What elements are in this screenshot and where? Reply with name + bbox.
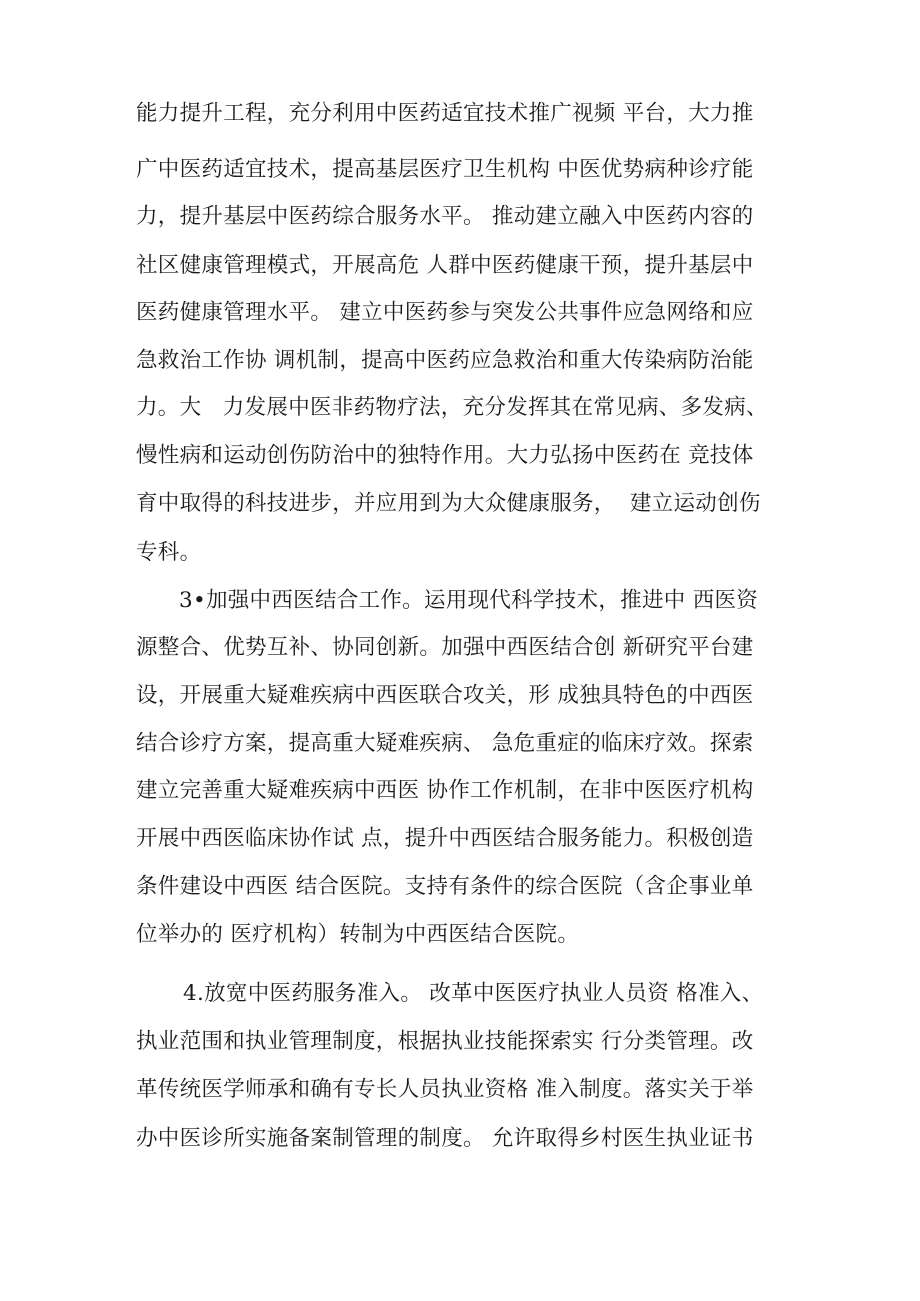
text-line: 广中医药适宜技术，提高基层医疗卫生机构 中医优势病种诊疗能 xyxy=(136,157,754,182)
text-line: 建立完善重大疑难疾病中西医 协作工作机制，在非中医医疗机构 xyxy=(136,778,754,803)
text-line: 专科。 xyxy=(136,540,202,565)
text-line: 医药健康管理水平。 建立中医药参与突发公共事件应急网络和应 xyxy=(136,300,754,325)
text-line: 能力提升工程，充分利用中医药适宜技术推广视频 平台，大力推 xyxy=(136,101,754,126)
text-line: 革传统医学师承和确有专长人员执业资格 准入制度。落实关于举 xyxy=(136,1077,754,1102)
text-line: 力，提升基层中医药综合服务水平。 推动建立融入中医药内容的 xyxy=(136,204,754,229)
text-line: 育中取得的科技进步，并应用到为大众健康服务， 建立运动创伤 xyxy=(136,491,761,516)
text-line: 急救治工作协 调机制，提高中医药应急救治和重大传染病防治能 xyxy=(136,348,754,373)
text-line: 办中医诊所实施备案制管理的制度。 允许取得乡村医生执业证书 xyxy=(136,1126,754,1151)
text-line: 3•加强中西医结合工作。运用现代科学技术，推进中 西医资 xyxy=(179,588,759,613)
text-line: 社区健康管理模式，开展高危 人群中医药健康干预，提升基层中 xyxy=(136,253,754,278)
text-line: 结合诊疗方案，提高重大疑难疾病、 急危重症的临床疗效。探索 xyxy=(136,731,754,756)
text-line: 力。大 力发展中医非药物疗法，充分发挥其在常见病、多发病、 xyxy=(136,395,768,420)
text-line: 设，开展重大疑难疾病中西医联合攻关，形 成独具特色的中西医 xyxy=(136,683,754,708)
text-line: 执业范围和执业管理制度，根据执业技能探索实 行分类管理。改 xyxy=(136,1029,754,1054)
text-line: 4.放宽中医药服务准入。 改革中医医疗执业人员资 格准入、 xyxy=(183,981,764,1006)
text-line: 条件建设中西医 结合医院。支持有条件的综合医院（含企事业单 xyxy=(136,874,754,899)
text-line: 位举办的 医疗机构）转制为中西医结合医院。 xyxy=(136,922,580,947)
text-line: 源整合、优势互补、协同创新。加强中西医结合创 新研究平台建 xyxy=(136,635,754,660)
text-line: 慢性病和运动创伤防治中的独特作用。大力弘扬中医药在 竞技体 xyxy=(136,443,754,468)
text-line: 开展中西医临床协作试 点，提升中西医结合服务能力。积极创造 xyxy=(136,826,754,851)
